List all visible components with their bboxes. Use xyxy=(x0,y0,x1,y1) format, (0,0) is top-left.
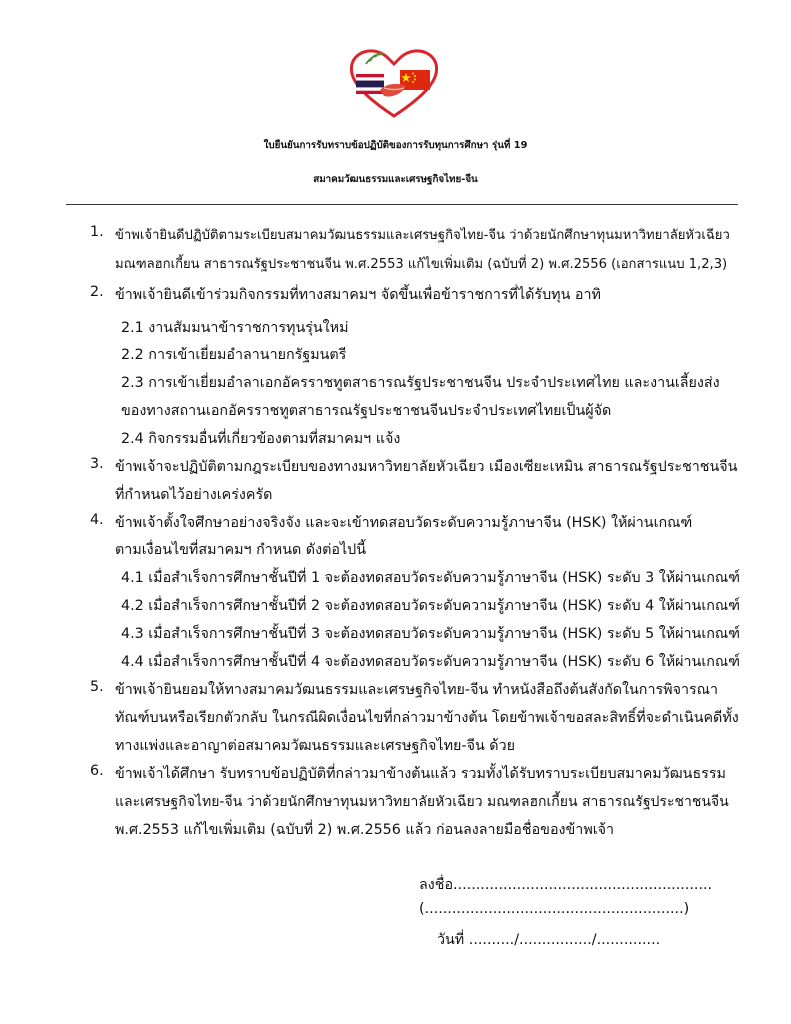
association-name: สมาคมวัฒนธรรมและเศรษฐกิจไทย-จีน xyxy=(313,174,478,185)
item-1-number: 1. xyxy=(90,224,104,240)
item-6-line-3: พ.ศ.2553 แก้ไขเพิ่มเติม (ฉบับที่ 2) พ.ศ.2556 แล้ว ก่อนลงลายมือชื่อของข้าพเจ้า xyxy=(115,822,615,838)
signature-line: ลงชื่อ......................................................... xyxy=(419,877,713,893)
item-2-number: 2. xyxy=(90,284,104,300)
item-6-number: 6. xyxy=(90,763,104,779)
item-2-sub-3: 2.3 การเข้าเยี่ยมอำลาเอกอัครราชทูตสาธารณรัฐประชาชนจีน ประจำประเทศไทย และงานเลี้ยงส่ง xyxy=(121,375,720,391)
item-5-line-2: ทัณฑ์บนหรือเรียกตัวกลับ ในกรณีผิดเงื่อนไขที่กล่าวมาข้างต้น โดยข้าพเจ้าขอสละสิทธิ์ที่จะดำเนินคดีทั้ง xyxy=(115,710,739,726)
item-4-sub-4: 4.4 เมื่อสำเร็จการศึกษาชั้นปีที่ 4 จะต้องทดสอบวัดระดับความรู้ภาษาจีน (HSK) ระดับ 6 ให้ผ่านเกณฑ์ xyxy=(121,654,741,670)
item-4-number: 4. xyxy=(90,512,104,528)
item-6-line-2: และเศรษฐกิจไทย-จีน ว่าด้วยนักศึกษาทุนมหาวิทยาลัยหัวเฉียว มณฑลฮกเกี้ยน สาธารณรัฐประชาชนจีน xyxy=(115,794,729,810)
item-6-line-1: ข้าพเจ้าได้ศึกษา รับทราบข้อปฏิบัติที่กล่าวมาข้างต้นแล้ว รวมทั้งได้รับทราบระเบียบสมาคมวัฒนธรรม xyxy=(115,766,726,782)
item-2-line-1: ข้าพเจ้ายินดีเข้าร่วมกิจกรรมที่ทางสมาคมฯ จัดขึ้นเพื่อข้าราชการที่ได้รับทุน อาทิ xyxy=(115,287,601,303)
item-4-sub-3: 4.3 เมื่อสำเร็จการศึกษาชั้นปีที่ 3 จะต้องทดสอบวัดระดับความรู้ภาษาจีน (HSK) ระดับ 5 ให้ผ่านเกณฑ์ xyxy=(121,626,741,642)
item-5-line-3: ทางแพ่งและอาญาต่อสมาคมวัฒนธรรมและเศรษฐกิจไทย-จีน ด้วย xyxy=(115,738,515,754)
item-2-sub-1: 2.1 งานสัมมนาข้าราชการทุนรุ่นใหม่ xyxy=(121,320,349,336)
date-line: วันที่ ........../................/.............. xyxy=(437,932,661,948)
item-3-line-1: ข้าพเจ้าจะปฏิบัติตามกฎระเบียบของทางมหาวิทยาลัยหัวเฉียว เมืองเซียะเหมิน สาธารณรัฐประชาชนจีน xyxy=(115,459,738,475)
item-2-sub-3-cont: ของทางสถานเอกอัครราชทูตสาธารณรัฐประชาชนจีนประจำประเทศไทยเป็นผู้จัด xyxy=(121,403,612,419)
item-1-line-1: ข้าพเจ้ายินดีปฏิบัติตามระเบียบสมาคมวัฒนธรรมและเศรษฐกิจไทย-จีน ว่าด้วยนักศึกษาทุนมหาวิทยาลัยหัวเฉียว xyxy=(115,228,730,243)
title-divider xyxy=(66,204,738,205)
item-4-sub-1: 4.1 เมื่อสำเร็จการศึกษาชั้นปีที่ 1 จะต้องทดสอบวัดระดับความรู้ภาษาจีน (HSK) ระดับ 3 ให้ผ่านเกณฑ์ xyxy=(121,570,741,586)
item-5-number: 5. xyxy=(90,679,104,695)
item-5-line-1: ข้าพเจ้ายินยอมให้ทางสมาคมวัฒนธรรมและเศรษฐกิจไทย-จีน ทำหนังสือถึงต้นสังกัดในการพิจารณา xyxy=(115,682,718,698)
item-1-line-2: มณฑลฮกเกี้ยน สาธารณรัฐประชาชนจีน พ.ศ.2553 แก้ไขเพิ่มเติม (ฉบับที่ 2) พ.ศ.2556 (เอกสารแนบ 1,2,3) xyxy=(115,257,728,272)
item-3-number: 3. xyxy=(90,456,104,472)
item-4-line-1: ข้าพเจ้าตั้งใจศึกษาอย่างจริงจัง และจะเข้าทดสอบวัดระดับความรู้ภาษาจีน (HSK) ให้ผ่านเกณฑ์ xyxy=(115,515,693,531)
printed-name-line: (.........................................................) xyxy=(419,901,690,917)
item-4-sub-2: 4.2 เมื่อสำเร็จการศึกษาชั้นปีที่ 2 จะต้องทดสอบวัดระดับความรู้ภาษาจีน (HSK) ระดับ 4 ให้ผ่านเกณฑ์ xyxy=(121,598,741,614)
item-2-sub-2: 2.2 การเข้าเยี่ยมอำลานายกรัฐมนตรี xyxy=(121,347,347,363)
item-4-line-2: ตามเงื่อนไขที่สมาคมฯ กำหนด ดังต่อไปนี้ xyxy=(115,542,366,558)
association-logo-icon xyxy=(344,44,444,120)
item-3-line-2: ที่กำหนดไว้อย่างเคร่งครัด xyxy=(115,487,273,503)
item-2-sub-4: 2.4 กิจกรรมอื่นที่เกี่ยวข้องตามที่สมาคมฯ แจ้ง xyxy=(121,431,401,447)
document-title: ใบยืนยันการรับทราบข้อปฏิบัติของการรับทุนการศึกษา รุ่นที่ 19 xyxy=(263,140,528,151)
